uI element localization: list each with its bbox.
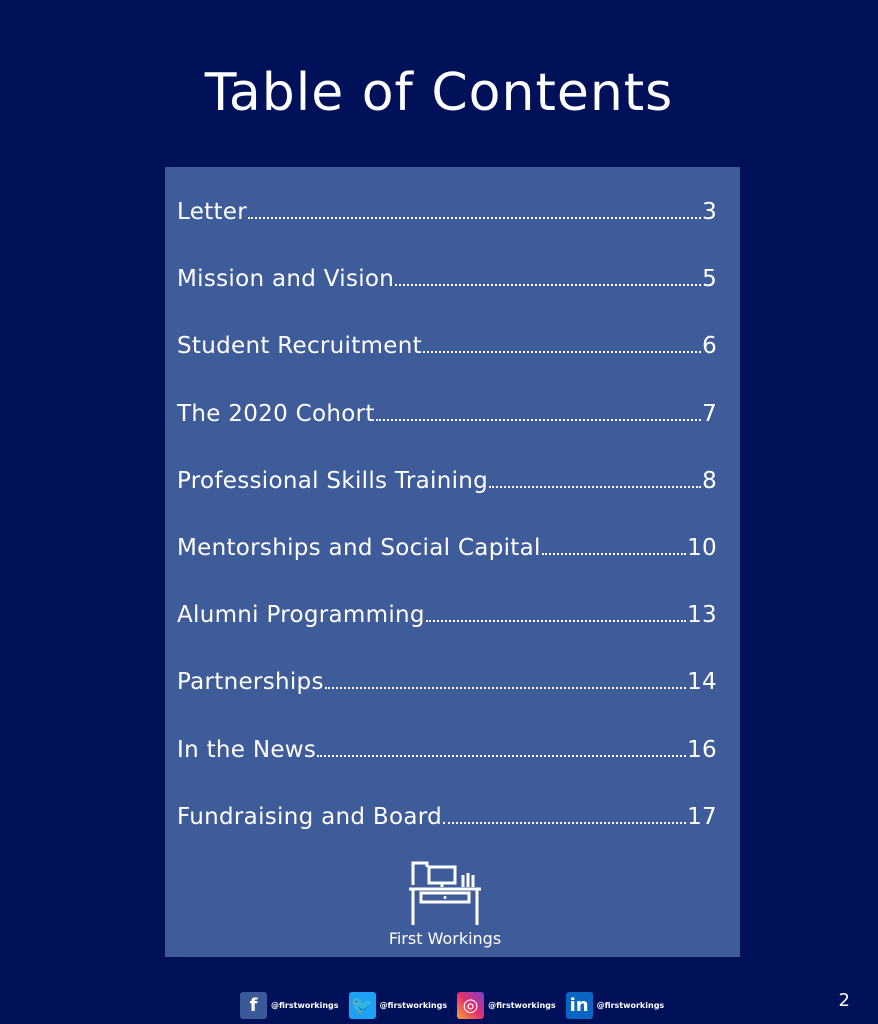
social-linkedin[interactable] <box>566 992 665 1019</box>
instagram-icon[interactable]: ◎ <box>457 992 484 1019</box>
toc-entry-page: 14 <box>687 669 717 696</box>
toc-entry-label: Mission and Vision <box>177 266 395 293</box>
toc-entry[interactable] <box>177 732 717 799</box>
toc-leader-dots <box>395 284 701 286</box>
social-handle[interactable]: @firstworkings <box>379 1000 448 1010</box>
social-instagram[interactable] <box>457 992 556 1019</box>
toc-entry-page: 7 <box>702 400 717 427</box>
toc-entry-label: The 2020 Cohort <box>177 400 375 427</box>
toc-leader-dots <box>317 755 686 757</box>
toc-leader-dots <box>443 822 686 824</box>
toc-entry-page: 13 <box>687 602 717 629</box>
toc-entry[interactable] <box>177 664 717 731</box>
toc-entry-page: 5 <box>702 266 717 293</box>
toc-leader-dots <box>248 217 701 219</box>
toc-list <box>177 194 717 866</box>
toc-entry-label: Professional Skills Training <box>177 467 489 494</box>
toc-entry-label: Alumni Programming <box>177 602 425 629</box>
toc-entry-label: In the News <box>177 736 317 763</box>
toc-entry[interactable] <box>177 530 717 597</box>
social-handle[interactable]: @firstworkings <box>271 1000 339 1010</box>
toc-entry-page: 3 <box>702 199 717 225</box>
toc-leader-dots <box>426 620 686 622</box>
toc-entry-label: Mentorships and Social Capital <box>177 534 541 561</box>
social-facebook[interactable] <box>240 992 339 1019</box>
social-footer <box>240 991 674 1019</box>
toc-entry[interactable] <box>177 194 717 261</box>
toc-leader-dots <box>376 419 701 421</box>
first-workings-logo <box>375 857 515 948</box>
toc-entry-page: 10 <box>687 534 717 561</box>
toc-entry[interactable] <box>177 597 717 664</box>
social-twitter[interactable] <box>349 992 448 1019</box>
toc-entry-page: 6 <box>702 333 717 360</box>
linkedin-icon[interactable]: in <box>566 992 593 1019</box>
toc-entry[interactable] <box>177 396 717 463</box>
twitter-icon[interactable]: 🐦 <box>349 992 376 1019</box>
logo-text: First Workings <box>388 929 502 948</box>
social-handle[interactable]: @firstworkings <box>488 1000 556 1010</box>
toc-entry-label: Fundraising and Board <box>177 803 443 830</box>
toc-entry-page: 17 <box>687 803 717 830</box>
social-handle[interactable]: @firstworkings <box>596 1000 665 1010</box>
toc-entry[interactable] <box>177 799 717 866</box>
facebook-icon[interactable]: f <box>240 992 267 1019</box>
toc-entry[interactable] <box>177 261 717 328</box>
toc-panel <box>165 167 740 957</box>
toc-entry-label: Student Recruitment <box>177 333 422 360</box>
toc-entry[interactable] <box>177 463 717 530</box>
toc-entry-page: 16 <box>687 736 717 763</box>
toc-entry-label: Partnerships <box>177 669 324 696</box>
desk-computer-icon <box>407 857 483 927</box>
toc-entry-page: 8 <box>702 467 717 494</box>
toc-leader-dots <box>325 687 686 689</box>
page-title: Table of Contents <box>204 63 674 123</box>
toc-entry-label: Letter <box>177 199 248 225</box>
toc-entry[interactable] <box>177 328 717 395</box>
toc-leader-dots <box>423 351 701 353</box>
page-number: 2 <box>838 990 850 1011</box>
toc-leader-dots <box>542 553 686 555</box>
toc-leader-dots <box>489 486 701 488</box>
